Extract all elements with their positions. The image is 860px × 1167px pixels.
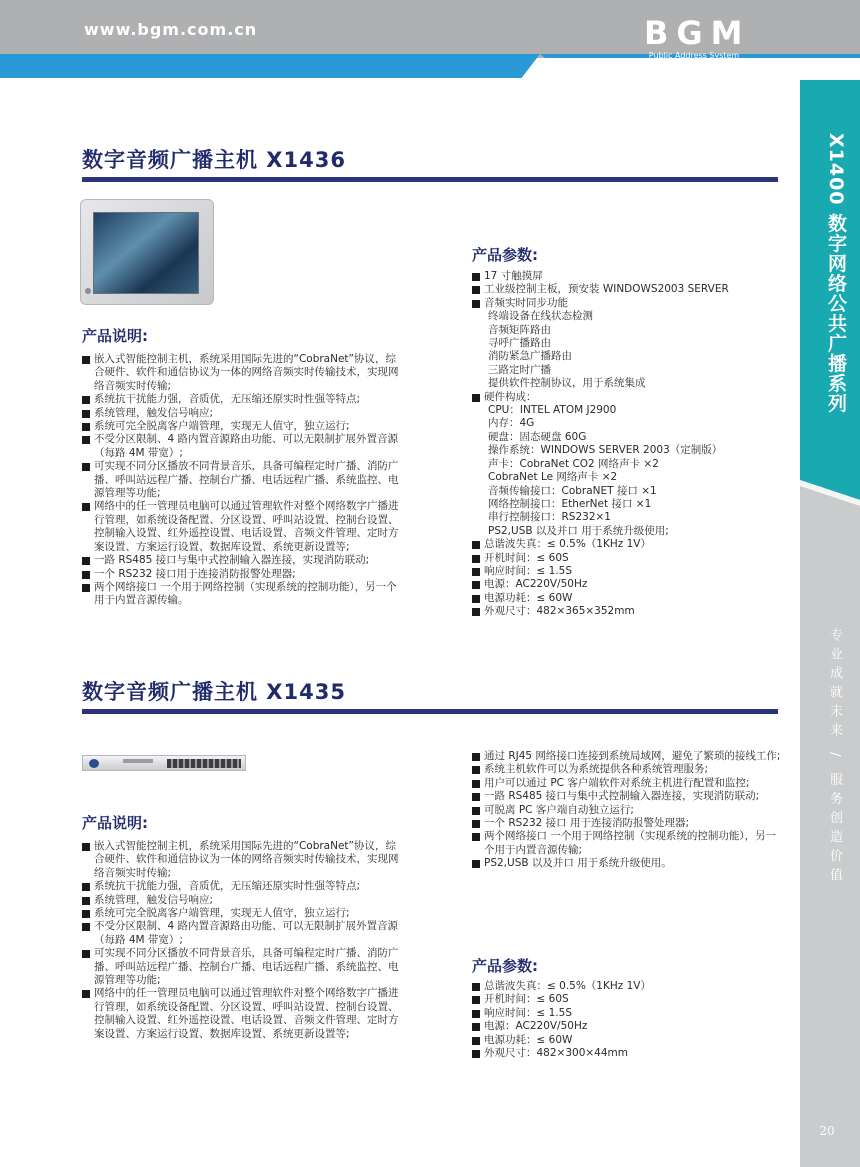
- list-item: CPU：INTEL ATOM J2900: [488, 404, 617, 417]
- desc-list-2: [82, 840, 400, 1041]
- page-number: 20: [819, 1124, 835, 1138]
- list-item: 开机时间：≤ 60S: [472, 552, 772, 565]
- rack-label: [123, 759, 153, 763]
- list-item: 网络中的任一管理员电脑可以通过管理软件对整个网络数字广播进行管理，如系统设备配置、分区设置、呼叫站设置、控制台设置、控制输入设置、红外遥控设置、电话设置、音频文件管理、定时方案设置、方案运行设置、数据库设置、系统更新设置等;: [82, 500, 400, 554]
- list-item: 提供软件控制协议，用于系统集成: [488, 377, 646, 390]
- list-item: 可实现不同分区播放不同背景音乐，具备可编程定时广播、消防广播、呼叫站远程广播、控制台广播、电话远程广播、系统监控、电源管理等功能;: [82, 460, 400, 500]
- logo-subtitle: Public Address System: [648, 51, 740, 60]
- list-item: 可实现不同分区播放不同背景音乐，具备可编程定时广播、消防广播、呼叫站远程广播、控制台广播、电话远程广播、系统监控、电源管理等功能;: [82, 947, 400, 987]
- list-item: 电源：AC220V/50Hz: [472, 1020, 772, 1033]
- param-heading-1: 产品参数:: [472, 246, 538, 264]
- monitor-button: [85, 288, 91, 294]
- bgm-logo: [644, 14, 751, 61]
- list-item: 三路定时广播: [488, 363, 551, 376]
- list-item: 内存：4G: [488, 417, 535, 430]
- list-item: 一路 RS485 接口与集中式控制输入器连接，实现消防联动;: [472, 790, 782, 803]
- list-item: 电源：AC220V/50Hz: [472, 578, 772, 591]
- monitor-screen: [93, 212, 199, 294]
- list-item: 用户可以通过 PC 客户端软件对系统主机进行配置和监控;: [472, 777, 782, 790]
- section-title-x1436: 数字音频广播主机 X1436: [82, 148, 346, 172]
- list-item: 总谐波失真：≤ 0.5%（1KHz 1V）: [472, 980, 772, 993]
- list-item: 工业级控制主板，预安装 WINDOWS2003 SERVER: [472, 283, 772, 296]
- list-item: 音频传输接口：CobraNET 接口 ×1: [488, 484, 657, 497]
- list-item: 不受分区限制、4 路内置音源路由功能、可以无限制扩展外置音源（每路 4M 带宽）;: [82, 433, 400, 460]
- list-item: 通过 RJ45 网络接口连接到系统局域网，避免了繁琐的接线工作;: [472, 750, 782, 763]
- list-item: 响应时间：≤ 1.5S: [472, 565, 772, 578]
- list-item: 两个网络接口 一个用于网络控制（实现系统的控制功能），另一个用于内置音源传输。: [82, 581, 400, 608]
- desc-list-1: [82, 353, 400, 608]
- feature-list-2: [472, 750, 782, 871]
- list-item: 嵌入式智能控制主机，系统采用国际先进的“CobraNet”协议，综合硬件、软件和通信协议为一体的网络音频实时传输技术，实现网络音频实时传输;: [82, 353, 400, 393]
- list-item: 可脱离 PC 客户端自动独立运行;: [472, 804, 782, 817]
- section-rule-2: [82, 709, 778, 714]
- list-item: 串行控制接口：RS232×1: [488, 511, 611, 524]
- list-item: 音频实时同步功能: [472, 297, 772, 310]
- site-url: www.bgm.com.cn: [84, 20, 258, 39]
- desc-heading-2: 产品说明:: [82, 814, 148, 832]
- list-item: 寻呼广播路由: [488, 337, 551, 350]
- list-item: 外观尺寸：482×300×44mm: [472, 1047, 772, 1060]
- param-list-1: [472, 270, 772, 619]
- list-item: 电源功耗：≤ 60W: [472, 592, 772, 605]
- series-title: X1400 数字网络公共广播系列: [825, 132, 847, 414]
- list-item: 电源功耗：≤ 60W: [472, 1034, 772, 1047]
- list-item: 网络中的任一管理员电脑可以通过管理软件对整个网络数字广播进行管理，如系统设备配置、分区设置、呼叫站设置、控制台设置、控制输入设置、红外遥控设置、电话设置、音频文件管理、定时方案设置、方案运行设置、数据库设置、系统更新设置等;: [82, 987, 400, 1041]
- list-item: 系统管理，触发信号响应;: [82, 407, 400, 420]
- list-item: 操作系统：WINDOWS SERVER 2003（定制版）: [488, 444, 723, 457]
- list-item: PS2,USB 以及并口 用于系统升级使用;: [488, 524, 669, 537]
- list-item: 系统主机软件可以为系统提供各种系统管理服务;: [472, 763, 782, 776]
- param-heading-2: 产品参数:: [472, 957, 538, 975]
- list-item: 消防紧急广播路由: [488, 350, 572, 363]
- list-item: 系统可完全脱离客户端管理，实现无人值守，独立运行;: [82, 420, 400, 433]
- list-item: 系统管理，触发信号响应;: [82, 894, 400, 907]
- rack-led-panel: [167, 759, 241, 768]
- list-item: CobraNet Le 网络声卡 ×2: [488, 471, 618, 484]
- list-item: PS2,USB 以及并口 用于系统升级使用。: [472, 857, 782, 870]
- list-item: 终端设备在线状态检测: [488, 310, 593, 323]
- list-item: 声卡：CobraNet CO2 网络声卡 ×2: [488, 457, 659, 470]
- list-item: 17 寸触摸屏: [472, 270, 772, 283]
- param-list-2: [472, 980, 772, 1060]
- list-item: 一个 RS232 接口 用于连接消防报警处理器;: [472, 817, 782, 830]
- list-item: 硬盘：固态硬盘 60G: [488, 430, 587, 443]
- list-item: 不受分区限制、4 路内置音源路由功能、可以无限制扩展外置音源（每路 4M 带宽）;: [82, 920, 400, 947]
- logo-text: BGM: [644, 14, 751, 52]
- list-item: 一路 RS485 接口与集中式控制输入器连接，实现消防联动;: [82, 554, 400, 567]
- list-item: 响应时间：≤ 1.5S: [472, 1007, 772, 1020]
- list-item: 两个网络接口 一个用于网络控制（实现系统的控制功能），另一个用于内置音源传输;: [472, 830, 782, 857]
- list-item: 音频矩阵路由: [488, 323, 551, 336]
- section-title-x1435: 数字音频广播主机 X1435: [82, 680, 346, 704]
- product-image-x1435: [82, 755, 246, 771]
- list-item: 外观尺寸：482×365×352mm: [472, 605, 772, 618]
- list-item: 总谐波失真：≤ 0.5%（1KHz 1V）: [472, 538, 772, 551]
- list-item: 网络控制接口：EtherNet 接口 ×1: [488, 497, 652, 510]
- list-item: 嵌入式智能控制主机，系统采用国际先进的“CobraNet”协议，综合硬件、软件和通信协议为一体的网络音频实时传输技术，实现网络音频实时传输;: [82, 840, 400, 880]
- sidebar-slogan: 专业成就未来 / 服务创造价值: [827, 627, 842, 887]
- rack-knob: [89, 759, 99, 768]
- list-item: 一个 RS232 接口用于连接消防报警处理器;: [82, 568, 400, 581]
- desc-heading-1: 产品说明:: [82, 327, 148, 345]
- list-item: 硬件构成：: [472, 391, 772, 404]
- page-header: [0, 0, 860, 80]
- product-image-x1436: [80, 199, 214, 305]
- list-item: 系统抗干扰能力强，音质优，无压缩还原实时性强等特点;: [82, 880, 400, 893]
- monitor-top-bar: [91, 203, 201, 209]
- section-rule-1: [82, 177, 778, 182]
- list-item: 系统可完全脱离客户端管理，实现无人值守，独立运行;: [82, 907, 400, 920]
- list-item: 系统抗干扰能力强，音质优，无压缩还原实时性强等特点;: [82, 393, 400, 406]
- list-item: 开机时间：≤ 60S: [472, 993, 772, 1006]
